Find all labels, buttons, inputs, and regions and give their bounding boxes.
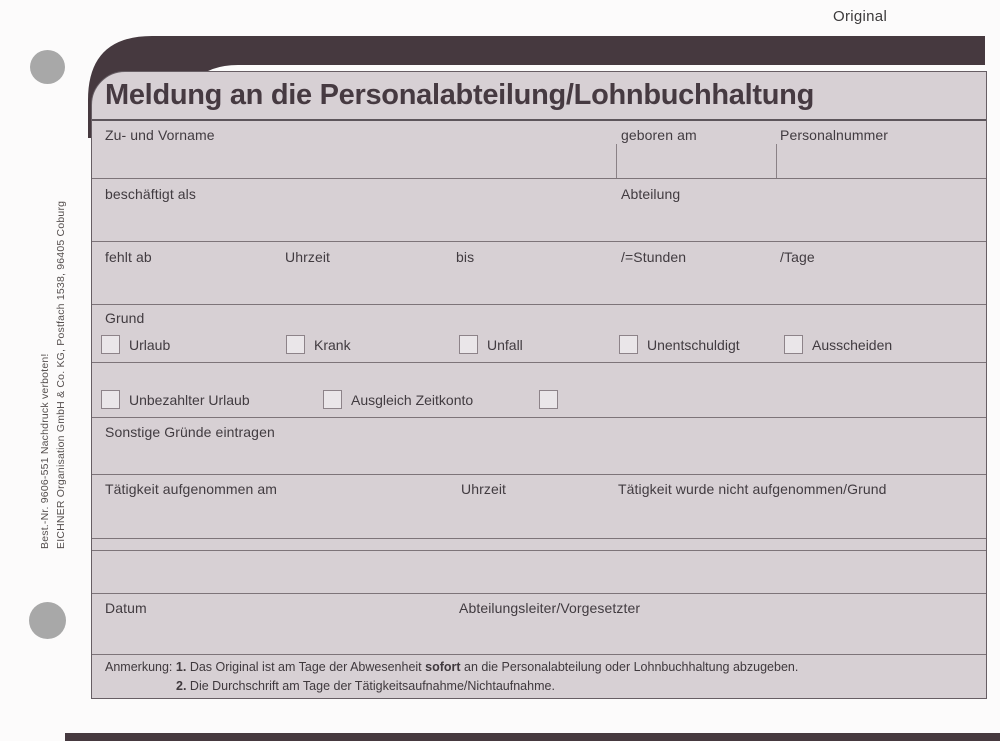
ausscheiden-checkbox[interactable] bbox=[784, 335, 803, 354]
note-1-number: 1. bbox=[175, 660, 187, 674]
title-rule bbox=[92, 119, 986, 121]
note-1-bold-word: sofort bbox=[425, 660, 461, 674]
row-divider bbox=[92, 593, 986, 594]
row-divider bbox=[92, 538, 986, 539]
row-divider bbox=[92, 362, 986, 363]
time2-field-label: Uhrzeit bbox=[461, 481, 507, 497]
born-field-label: geboren am bbox=[621, 127, 697, 143]
ausgleich-zeitkonto-checkbox[interactable] bbox=[323, 390, 342, 409]
checkbox-item-unfall bbox=[459, 335, 523, 354]
department-field-label: Abteilung bbox=[621, 186, 681, 202]
days-field-label: /Tage bbox=[780, 249, 815, 265]
work-resumed-field-label: Tätigkeit aufgenommen am bbox=[105, 481, 278, 497]
other-reasons-field-label: Sonstige Gründe eintragen bbox=[105, 424, 275, 440]
unbezahlter-urlaub-label: Unbezahlter Urlaub bbox=[129, 391, 250, 408]
column-divider bbox=[616, 144, 617, 178]
checkbox-item-ausgleich-zeitkonto bbox=[323, 390, 473, 409]
unentschuldigt-checkbox[interactable] bbox=[619, 335, 638, 354]
work-not-resumed-field-label: Tätigkeit wurde nicht aufgenommen/Grund bbox=[618, 481, 887, 497]
punch-hole-top bbox=[30, 50, 65, 84]
row-divider bbox=[92, 241, 986, 242]
krank-checkbox[interactable] bbox=[286, 335, 305, 354]
checkbox-item-krank bbox=[286, 335, 351, 354]
form-title: Meldung an die Personalabteilung/Lohnbuchhaltung bbox=[105, 79, 814, 111]
hours-field-label: /=Stunden bbox=[621, 249, 687, 265]
next-sheet-edge bbox=[65, 733, 1000, 741]
row-divider bbox=[92, 417, 986, 418]
copy-designation-label: Original bbox=[833, 8, 888, 25]
absent-from-field-label: fehlt ab bbox=[105, 249, 152, 265]
note-prefix: Anmerkung: bbox=[105, 660, 173, 674]
row-divider bbox=[92, 550, 986, 551]
note-line-2 bbox=[105, 679, 555, 693]
extra-checkbox[interactable] bbox=[539, 390, 558, 409]
checkbox-item-extra bbox=[539, 390, 558, 409]
note-1-text-post: an die Personalabteilung oder Lohnbuchhaltung abzugeben. bbox=[460, 660, 799, 674]
time-field-label: Uhrzeit bbox=[285, 249, 331, 265]
checkbox-item-ausscheiden bbox=[784, 335, 892, 354]
row-divider bbox=[92, 178, 986, 179]
personnel-no-field-label: Personalnummer bbox=[780, 127, 888, 143]
note-1-text-pre: Das Original ist am Tage der Abwesenheit bbox=[189, 660, 426, 674]
checkbox-item-urlaub bbox=[101, 335, 170, 354]
row-divider bbox=[92, 654, 986, 655]
employed-as-field-label: beschäftigt als bbox=[105, 186, 196, 202]
checkbox-item-unentschuldigt bbox=[619, 335, 740, 354]
publisher-line: EICHNER Organisation GmbH & Co. KG, Postfach 1538, 96405 Coburg bbox=[55, 200, 67, 549]
side-imprint bbox=[37, 99, 69, 549]
until-field-label: bis bbox=[456, 249, 475, 265]
unfall-checkbox[interactable] bbox=[459, 335, 478, 354]
unfall-label: Unfall bbox=[487, 336, 523, 353]
punch-hole-bottom bbox=[29, 602, 66, 639]
supervisor-field-label: Abteilungsleiter/Vorgesetzter bbox=[459, 600, 641, 616]
name-field-label: Zu- und Vorname bbox=[105, 127, 215, 143]
note-2-text: Die Durchschrift am Tage der Tätigkeitsaufnahme/Nichtaufnahme. bbox=[189, 679, 555, 693]
column-divider bbox=[776, 144, 777, 178]
row-divider bbox=[92, 304, 986, 305]
reason-field-label: Grund bbox=[105, 310, 145, 326]
krank-label: Krank bbox=[314, 336, 351, 353]
ausgleich-zeitkonto-label: Ausgleich Zeitkonto bbox=[351, 391, 474, 408]
row-divider bbox=[92, 474, 986, 475]
date-field-label: Datum bbox=[105, 600, 147, 616]
order-number-line: Best.-Nr. 9606-551 Nachdruck verboten! bbox=[39, 353, 51, 549]
ausscheiden-label: Ausscheiden bbox=[812, 336, 893, 353]
unbezahlter-urlaub-checkbox[interactable] bbox=[101, 390, 120, 409]
checkbox-item-unbezahlter-urlaub bbox=[101, 390, 250, 409]
note-line-1 bbox=[105, 660, 798, 674]
urlaub-label: Urlaub bbox=[129, 336, 171, 353]
report-form bbox=[91, 71, 987, 699]
urlaub-checkbox[interactable] bbox=[101, 335, 120, 354]
unentschuldigt-label: Unentschuldigt bbox=[647, 336, 740, 353]
note-2-number: 2. bbox=[176, 679, 187, 693]
